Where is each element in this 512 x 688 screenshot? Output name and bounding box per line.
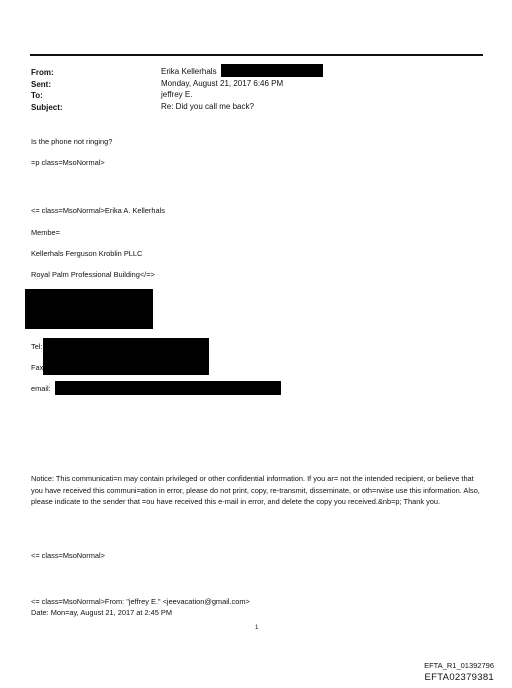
quoted-from-line: <= class=MsoNormal>From: "jeffrey E." <jeevacation@gmail.com>: [31, 597, 250, 606]
signature-title: Membe=: [31, 228, 60, 237]
redaction-phone-fax: [43, 338, 209, 375]
signature-firm: Kellerhals Ferguson Kroblin PLLC: [31, 249, 143, 258]
bates-stamp-primary: EFTA_R1_01392796: [424, 661, 494, 670]
sent-label: Sent:: [31, 80, 51, 89]
signature-name: <= class=MsoNormal>Erika A. Kellerhals: [31, 206, 165, 215]
bates-stamp-secondary: EFTA02379381: [424, 672, 494, 683]
to-label: To:: [31, 91, 43, 100]
from-value: Erika Kellerhals: [161, 67, 217, 76]
email-label: email:: [31, 384, 51, 393]
subject-value: Re: Did you call me back?: [161, 102, 254, 111]
from-label: From:: [31, 68, 54, 77]
to-value: jeffrey E.: [161, 90, 193, 99]
page-number: 1: [255, 625, 259, 631]
tel-label: Tel:: [31, 342, 43, 351]
header-divider: [30, 54, 483, 56]
body-line-html-fragment: =p class=MsoNormal>: [31, 158, 105, 167]
redaction-email-address: [55, 381, 281, 395]
subject-label: Subject:: [31, 103, 63, 112]
redaction-address-block: [25, 289, 153, 329]
sent-value: Monday, August 21, 2017 6:46 PM: [161, 79, 284, 88]
redaction-from-email: [221, 64, 323, 77]
signature-building: Royal Palm Professional Building</=>: [31, 270, 155, 279]
fax-label: Fax: [31, 363, 44, 372]
quoted-date-line: Date: Mon=ay, August 21, 2017 at 2:45 PM: [31, 608, 172, 617]
confidentiality-notice: Notice: This communicati=n may contain privileged or other confidential information. If you ar= not the intended recipient, or believe that you have received this communi=ation in error, please do not print, copy, re-transmit, disseminate, or oth=rwise use this information. Also, please indicate to the sender that =ou have received this e-mail in error, and delete the copy you received.&nb=p; Thank you.: [31, 474, 480, 506]
body-line-question: Is the phone not ringing?: [31, 137, 113, 146]
body-line-html-fragment-2: <= class=MsoNormal>: [31, 551, 105, 560]
